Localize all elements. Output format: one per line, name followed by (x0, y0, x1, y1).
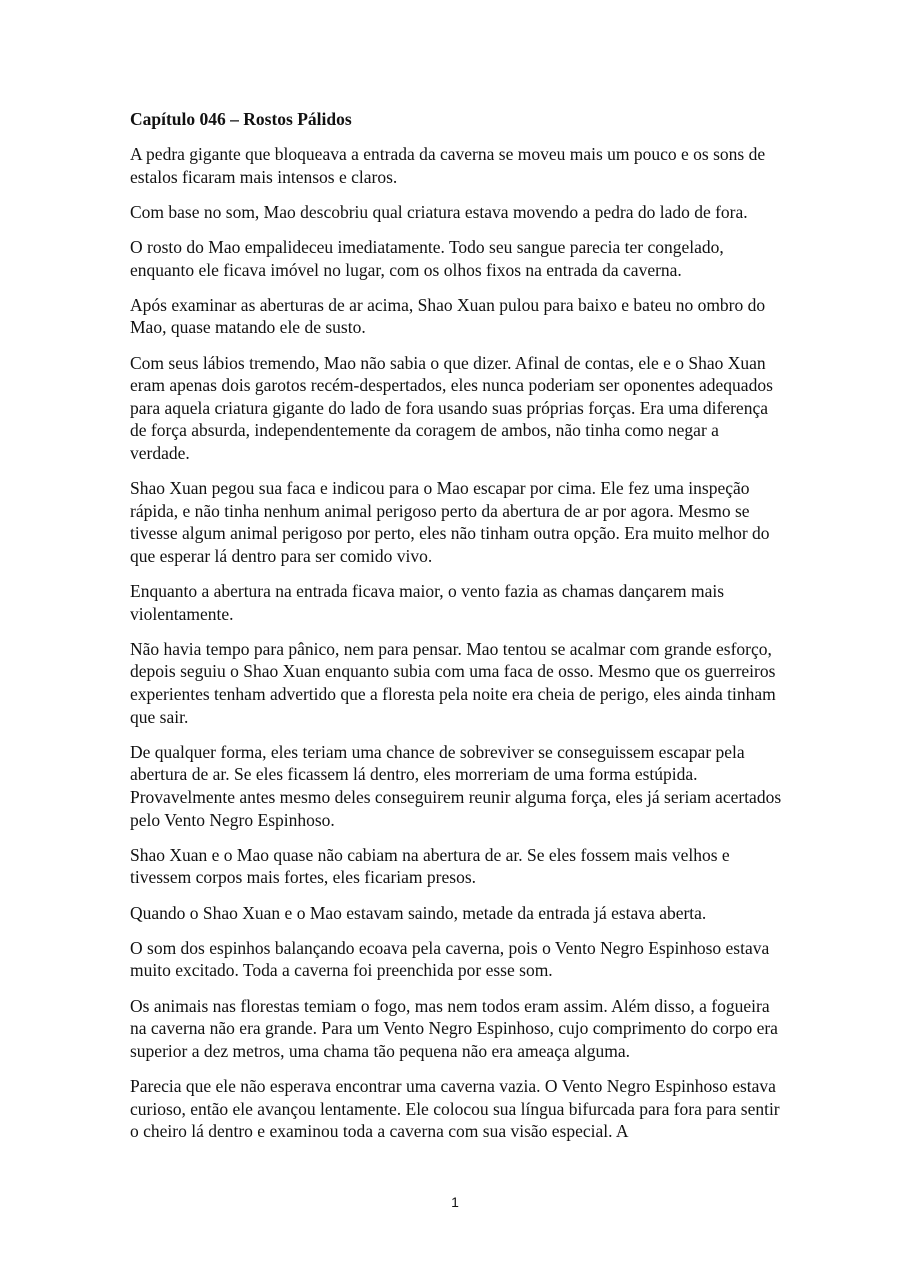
document-page (130, 108, 782, 1155)
paragraph: Não havia tempo para pânico, nem para pensar. Mao tentou se acalmar com grande esforço, depois seguiu o Shao Xuan enquanto subia com uma faca de osso. Mesmo que os guerreiros experientes tenham advertido que a floresta pela noite era cheia de perigo, eles ainda tinham que sair. (130, 638, 776, 727)
paragraph: A pedra gigante que bloqueava a entrada da caverna se moveu mais um pouco e os sons de estalos ficaram mais intensos e claros. (130, 144, 766, 187)
paragraph: Shao Xuan pegou sua faca e indicou para o Mao escapar por cima. Ele fez uma inspeção rápida, e não tinha nenhum animal perigoso perto da abertura de ar por agora. Mesmo se tivesse algum animal perigoso por perto, eles não tinham outra opção. Era muito melhor do que esperar lá dentro para ser comido vivo. (130, 478, 770, 566)
paragraph: Após examinar as aberturas de ar acima, Shao Xuan pulou para baixo e bateu no ombro do Mao, quase matando ele de susto. (130, 294, 766, 338)
paragraph: Quando o Shao Xuan e o Mao estavam saindo, metade da entrada já estava aberta. (130, 902, 707, 923)
paragraph: Com seus lábios tremendo, Mao não sabia o que dizer. Afinal de contas, ele e o Shao Xuan eram apenas dois garotos recém-despertados, eles nunca poderiam ser oponentes adequados para aquela criatura gigante do lado de fora usando suas próprias forças. Era uma diferença de força absurda, independentemente da coragem de ambos, não tinha como negar a verdade. (130, 352, 773, 463)
paragraph: O som dos espinhos balançando ecoava pela caverna, pois o Vento Negro Espinhoso estava muito excitado. Toda a caverna foi preenchida por esse som. (130, 937, 770, 981)
paragraph: Os animais nas florestas temiam o fogo, mas nem todos eram assim. Além disso, a fogueira na caverna não era grande. Para um Vento Negro Espinhoso, cujo comprimento do corpo era superior a dez metros, uma chama tão pequena não era ameaça alguma. (130, 995, 778, 1061)
paragraph: Com base no som, Mao descobriu qual criatura estava movendo a pedra do lado de fora. (130, 201, 748, 222)
paragraph: O rosto do Mao empalideceu imediatamente. Todo seu sangue parecia ter congelado, enquanto ele ficava imóvel no lugar, com os olhos fixos na entrada da caverna. (130, 236, 724, 280)
paragraph: De qualquer forma, eles teriam uma chance de sobreviver se conseguissem escapar pela abertura de ar. Se eles ficassem lá dentro, eles morreriam de uma forma estúpida. Provavelmente antes mesmo deles conseguirem reunir alguma força, eles já seriam acertados pelo Vento Negro Espinhoso. (130, 741, 782, 830)
paragraph: Shao Xuan e o Mao quase não cabiam na abertura de ar. Se eles fossem mais velhos e tivessem corpos mais fortes, eles ficariam presos. (130, 844, 730, 888)
paragraph: Parecia que ele não esperava encontrar uma caverna vazia. O Vento Negro Espinhoso estava curioso, então ele avançou lentamente. Ele colocou sua língua bifurcada para fora para sentir o cheiro lá dentro e examinou toda a caverna com sua visão especial. A (130, 1075, 780, 1142)
paragraph: Enquanto a abertura na entrada ficava maior, o vento fazia as chamas dançarem mais violentamente. (130, 581, 725, 624)
page-number: 1 (451, 1194, 459, 1210)
chapter-title: Capítulo 046 – Rostos Pálidos (130, 109, 352, 129)
